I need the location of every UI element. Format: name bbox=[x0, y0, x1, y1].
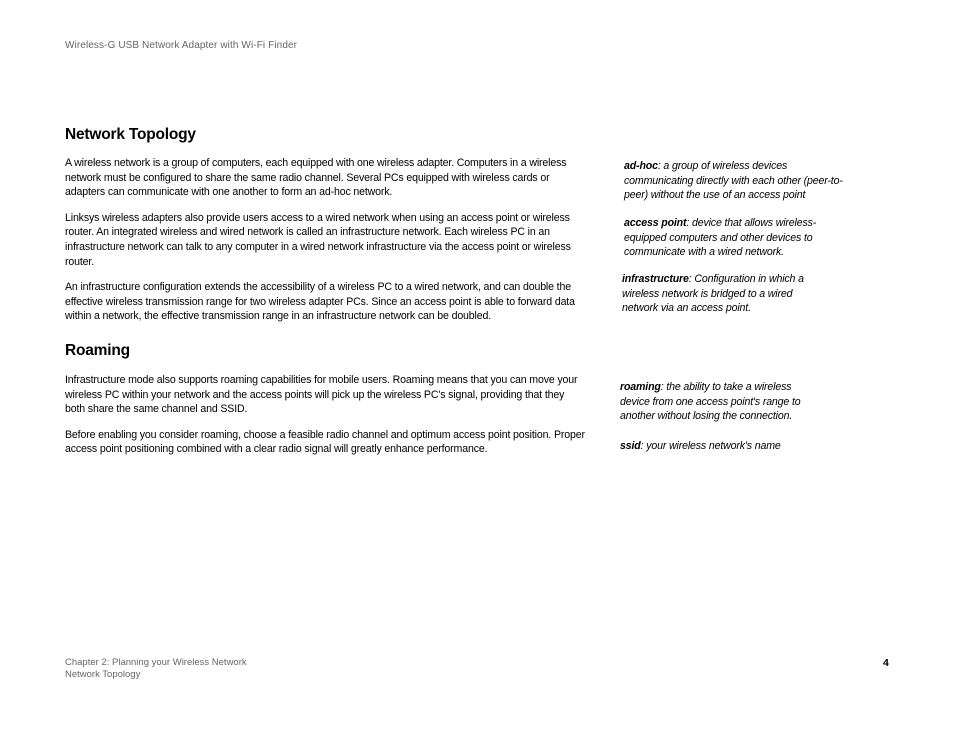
paragraph-roaming-1: Infrastructure mode also supports roaming capabilities for mobile users. Roaming means that you can move your wireless PC within your network and the access points will pick up the wireless PC's signal, providing that they both share the same channel and SSID. bbox=[65, 373, 578, 416]
section-heading-roaming: Roaming bbox=[65, 341, 130, 359]
glossary-entry-roaming bbox=[620, 380, 814, 424]
document-footer bbox=[65, 657, 247, 681]
glossary-definition: : your wireless network's name bbox=[640, 440, 781, 452]
glossary-entry-access-point bbox=[624, 216, 846, 260]
main-content bbox=[65, 125, 587, 457]
glossary-term: roaming bbox=[620, 381, 661, 393]
document-header-title: Wireless-G USB Network Adapter with Wi-Fi Finder bbox=[65, 40, 298, 51]
paragraph-topology-2: Linksys wireless adapters also provide users access to a wired network when using an access point or wireless router. An integrated wireless and wired network is called an infrastructure network. Each wireless PC in an infrastructure network can talk to any computer in a wired network infrastructure via the access point or wireless router. bbox=[65, 211, 571, 268]
glossary-term: ad-hoc bbox=[624, 160, 658, 172]
paragraph-roaming-2: Before enabling you consider roaming, choose a feasible radio channel and optimum access point position. Proper access point positioning combined with a clear radio signal will greatly enhance performance. bbox=[65, 428, 585, 456]
section-heading-network-topology: Network Topology bbox=[65, 126, 196, 143]
glossary-term: infrastructure bbox=[622, 273, 689, 285]
footer-section: Network Topology bbox=[65, 669, 141, 680]
paragraph-topology-1: A wireless network is a group of computers, each equipped with one wireless adapter. Computers in a wireless network must be configured to share the same radio channel. Several PCs equipped with wireless cards or adapters can communicate with one another to form an ad-hoc network. bbox=[65, 157, 567, 199]
glossary-definition: : Configuration in which a wireless network is bridged to a wired network via an access point. bbox=[622, 273, 804, 315]
glossary-entry-ssid bbox=[620, 439, 842, 454]
paragraph-topology-3: An infrastructure configuration extends the accessibility of a wireless PC to a wired network, and can double the effective wireless transmission range for two wireless adapter PCs. Since an access point is able to forward data within a network, the effective transmission range in an infrastructure network can be doubled. bbox=[65, 281, 575, 323]
footer-chapter: Chapter 2: Planning your Wireless Network bbox=[65, 657, 247, 668]
glossary-entry-infrastructure bbox=[622, 272, 822, 316]
glossary-term: ssid bbox=[620, 440, 641, 452]
glossary-definition: : device that allows wireless-equipped computers and other devices to communicate with a wired network. bbox=[624, 217, 817, 259]
glossary-term: access point bbox=[624, 217, 687, 229]
glossary-definition: : the ability to take a wireless device from one access point's range to another without losing the connection. bbox=[620, 381, 801, 423]
page-number: 4 bbox=[883, 657, 889, 669]
glossary-entry-ad-hoc bbox=[624, 159, 846, 203]
glossary-definition: : a group of wireless devices communicating directly with each other (peer-to-peer) without the use of an access point bbox=[624, 160, 843, 202]
